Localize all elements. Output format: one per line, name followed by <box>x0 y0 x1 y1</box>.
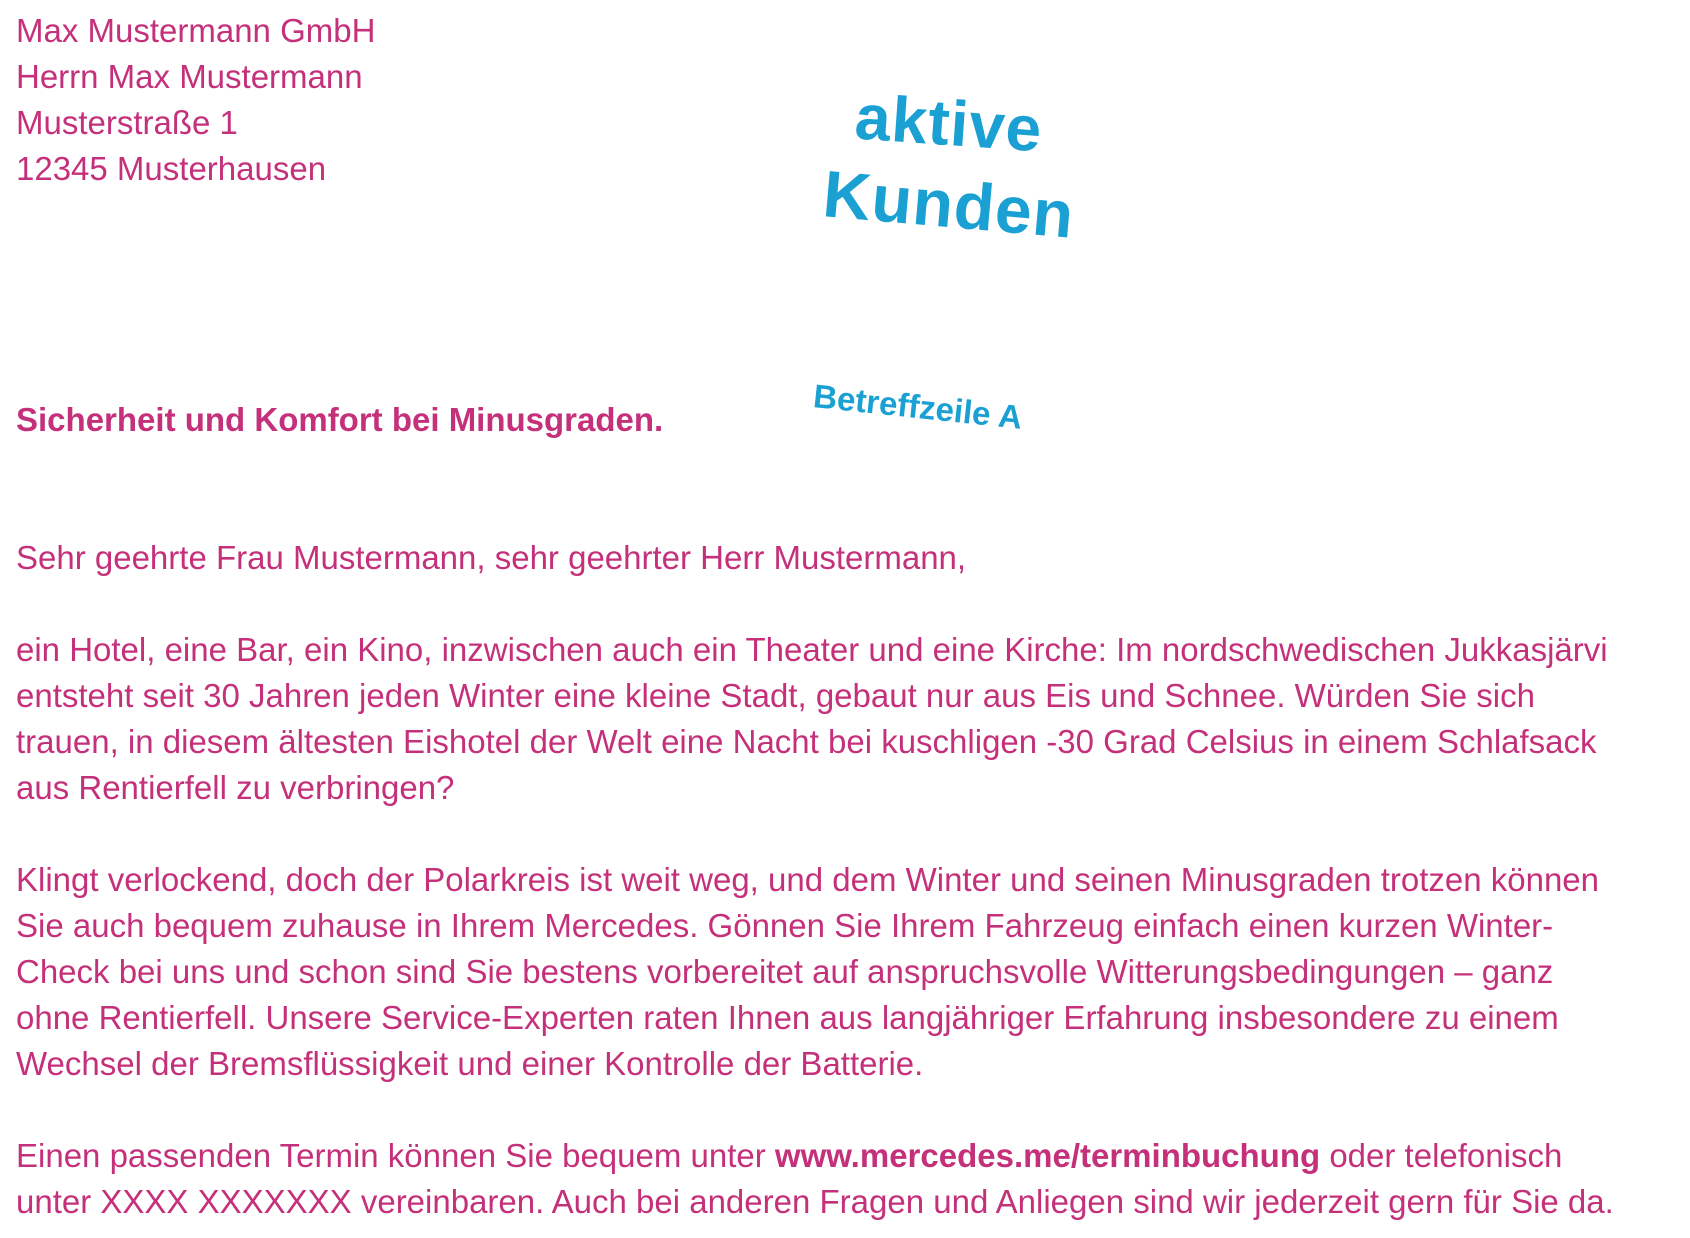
salutation: Sehr geehrte Frau Mustermann, sehr geehrter Herr Mustermann, <box>16 539 967 576</box>
paragraph-1-line: aus Rentierfell zu verbringen? <box>16 769 455 806</box>
paragraph-2-line: ohne Rentierfell. Unsere Service-Experten raten Ihnen aus langjähriger Erfahrung insbesondere zu einem <box>16 999 1559 1036</box>
paragraph-1-line: ein Hotel, eine Bar, ein Kino, inzwischen auch ein Theater und eine Kirche: Im nordschwedischen Jukkasjärvi <box>16 631 1608 668</box>
stamp-subject-tag: Betreffzeile A <box>811 377 1025 436</box>
stamp-kunden: Kunden <box>820 156 1078 252</box>
paragraph-3-text-before-link: Einen passenden Termin können Sie bequem unter <box>16 1137 775 1174</box>
paragraph-2-line: Klingt verlockend, doch der Polarkreis ist weit weg, und dem Winter und seinen Minusgraden trotzen können <box>16 861 1600 898</box>
paragraph-2-line: Check bei uns und schon sind Sie bestens vorbereitet auf anspruchsvolle Witterungsbedingungen – ganz <box>16 953 1554 990</box>
paragraph-3-line <box>16 1133 1690 1179</box>
paragraph-1-line: entsteht seit 30 Jahren jeden Winter eine kleine Stadt, gebaut nur aus Eis und Schnee. Würden Sie sich <box>16 677 1535 714</box>
paragraph-3-line: unter XXXX XXXXXXX vereinbaren. Auch bei anderen Fragen und Anliegen sind wir jederzeit gern für Sie da. <box>16 1183 1614 1220</box>
paragraph-2-line: Sie auch bequem zuhause in Ihrem Mercedes. Gönnen Sie Ihrem Fahrzeug einfach einen kurzen Winter- <box>16 907 1554 944</box>
letter-subject: Sicherheit und Komfort bei Minusgraden. <box>16 401 664 438</box>
terminbuchung-link[interactable]: www.mercedes.me/terminbuchung <box>774 1137 1321 1174</box>
address-name: Herrn Max Mustermann <box>16 58 363 95</box>
address-company: Max Mustermann GmbH <box>16 12 376 49</box>
paragraph-3 <box>16 1133 1690 1225</box>
paragraph-1 <box>16 627 1690 811</box>
paragraph-2 <box>16 857 1690 1087</box>
paragraph-2-line: Wechsel der Bremsflüssigkeit und einer Kontrolle der Batterie. <box>16 1045 924 1082</box>
address-street: Musterstraße 1 <box>16 104 238 141</box>
address-city: 12345 Musterhausen <box>16 150 327 187</box>
letter-body <box>16 535 1690 1238</box>
paragraph-3-text-after-link: oder telefonisch <box>1320 1137 1563 1174</box>
recipient-address <box>16 8 375 192</box>
stamp-aktive: aktive <box>852 80 1045 166</box>
paragraph-1-line: trauen, in diesem ältesten Eishotel der Welt eine Nacht bei kuschligen -30 Grad Celsius in einem Schlafsack <box>16 723 1597 760</box>
